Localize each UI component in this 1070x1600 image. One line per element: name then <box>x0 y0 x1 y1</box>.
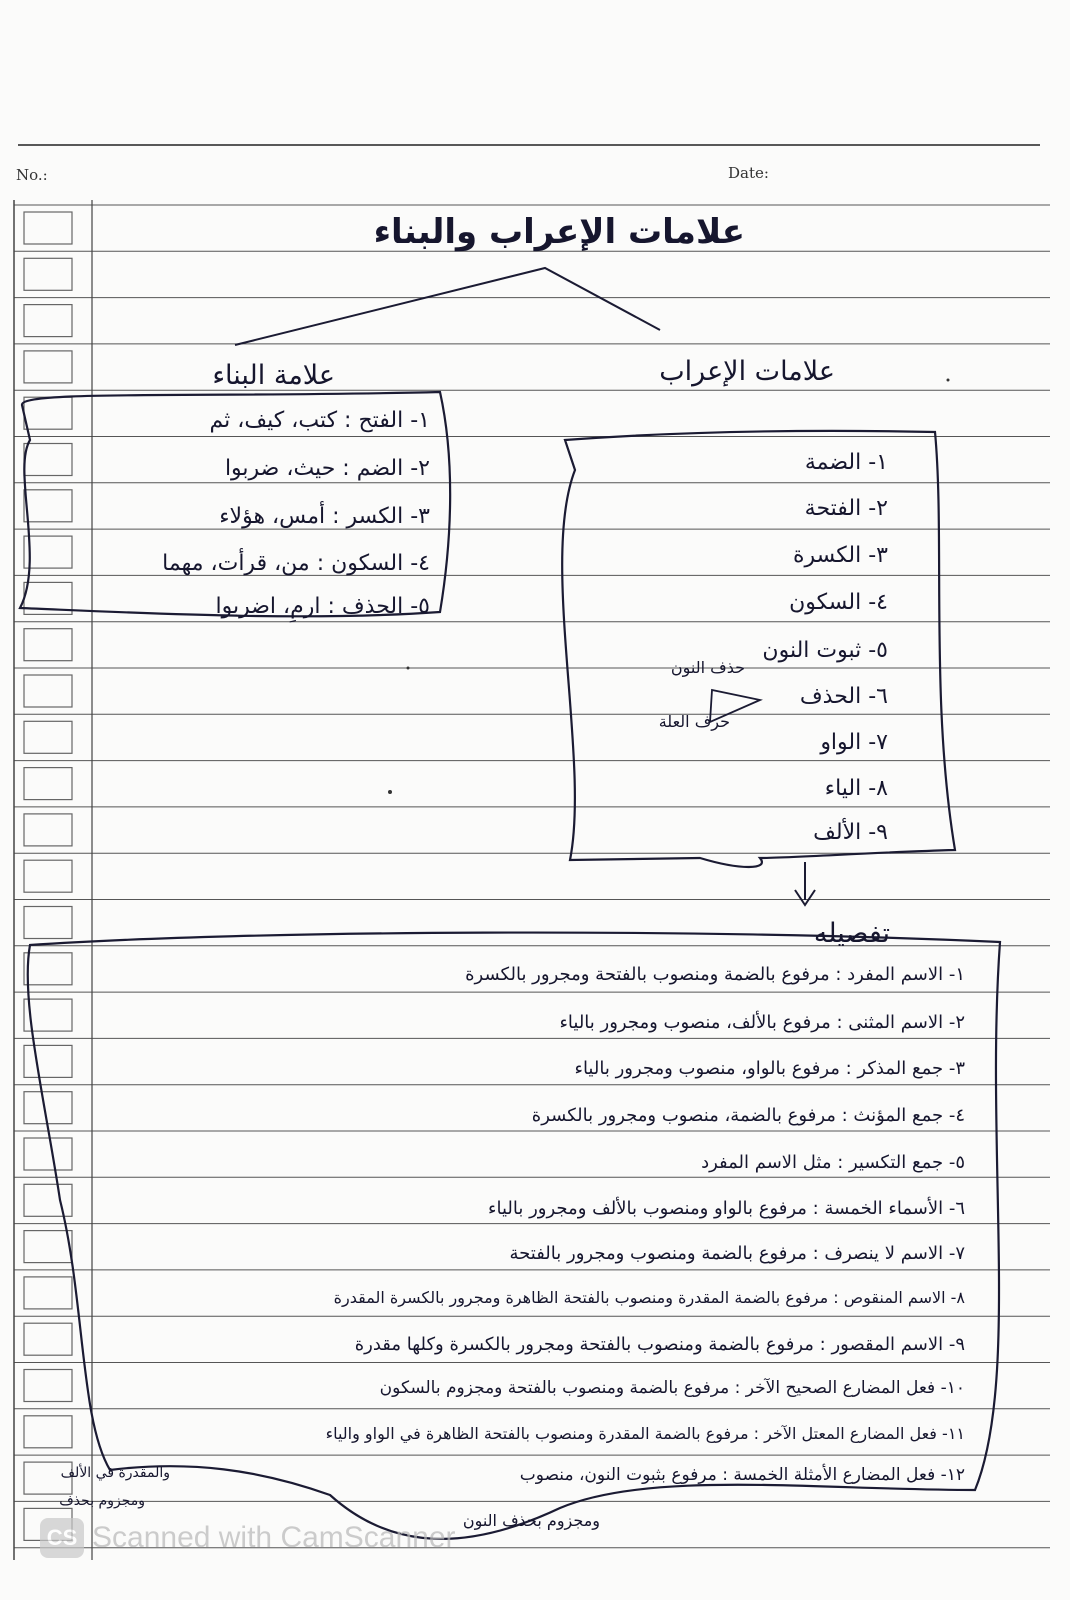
irab-item: ٣- الكسرة <box>792 543 888 568</box>
details-item: ١- الاسم المفرد : مرفوع بالضمة ومنصوب بالفتحة ومجرور بالكسرة <box>465 964 965 985</box>
details-item: ١٠- فعل المضارع الصحيح الآخر : مرفوع بالضمة ومنصوب بالفتحة ومجزوم بالسكون <box>379 1378 965 1398</box>
margin-box <box>24 351 72 383</box>
margin-box <box>24 536 72 568</box>
margin-box <box>24 1277 72 1309</box>
irab-item: ٥- ثبوت النون <box>762 638 888 663</box>
date-label: Date: <box>728 164 769 182</box>
irab-item: ٧- الواو <box>820 730 888 755</box>
details-item: ٢- الاسم المثنى : مرفوع بالألف، منصوب ومجرور بالياء <box>559 1012 965 1033</box>
irab-item: ٩- الألف <box>813 820 888 845</box>
details-item: ١١- فعل المضارع المعتل الآخر : مرفوع بالضمة المقدرة ومنصوب بالفتحة الظاهرة في الواو والياء <box>325 1424 965 1443</box>
details-item: ١٢- فعل المضارع الأمثلة الخمسة : مرفوع بثبوت النون، منصوب <box>519 1465 965 1485</box>
margin-box <box>24 490 72 522</box>
details-heading: تفصيله <box>813 918 890 949</box>
branch-lines <box>235 268 660 345</box>
bina-item: ٣- الكسر : أمس، هؤلاء <box>219 504 430 529</box>
details-item: ٩- الاسم المقصور : مرفوع بالضمة ومنصوب بالفتحة ومجرور بالكسرة وكلها مقدرة <box>354 1334 965 1355</box>
margin-box <box>24 721 72 753</box>
bina-item: ١- الفتح : كتب، كيف، ثم <box>209 408 430 433</box>
margin-box <box>24 629 72 661</box>
page-title: علامات الإعراب والبناء <box>373 212 745 252</box>
details-item: ٦- الأسماء الخمسة : مرفوع بالواو ومنصوب بالألف ومجرور بالياء <box>488 1198 965 1219</box>
bina-heading: علامة البناء <box>212 360 335 391</box>
margin-box <box>24 814 72 846</box>
ink-dot <box>407 667 410 670</box>
margin-box <box>24 1138 72 1170</box>
details-item-12-continuation: ومجزوم بحذف النون <box>462 1511 600 1530</box>
margin-box <box>24 1092 72 1124</box>
details-item: ٧- الاسم لا ينصرف : مرفوع بالضمة ومنصوب ومجرور بالفتحة <box>509 1243 965 1264</box>
irab-item: ٦- الحذف <box>799 684 888 709</box>
margin-box <box>24 1416 72 1448</box>
details-item: ٥- جمع التكسير : مثل الاسم المفرد <box>701 1152 965 1173</box>
irab-outline <box>562 431 955 867</box>
details-item: ٨- الاسم المنقوص : مرفوع بالضمة المقدرة ومنصوب بالفتحة الظاهرة ومجرور بالكسرة المقدرة <box>333 1288 965 1307</box>
irab-item: ١- الضمة <box>804 450 888 475</box>
margin-box <box>24 907 72 939</box>
margin-box <box>24 1045 72 1077</box>
margin-box <box>24 212 72 244</box>
margin-box <box>24 397 72 429</box>
details-item: ٤- جمع المؤنث : مرفوع بالضمة، منصوب ومجرور بالكسرة <box>531 1105 965 1126</box>
bina-item: ٥- الحذف : ارمِ، اضربوا <box>215 594 430 619</box>
details-margin-note: والمقدرة في الألف <box>60 1465 170 1481</box>
margin-box <box>24 1370 72 1402</box>
irab-item: ٤- السكون <box>789 590 888 615</box>
bina-item: ٢- الضم : حيث، ضربوا <box>224 456 430 481</box>
ink-dot <box>947 379 950 382</box>
margin-box <box>24 675 72 707</box>
no-label: No.: <box>16 166 48 184</box>
bina-item: ٤- السكون : من، قرأت، مهما <box>162 551 430 576</box>
hadhf-note-nun: حذف النون <box>670 658 745 677</box>
watermark-text: Scanned with CamScanner <box>92 1521 456 1554</box>
hadhf-note-illa: حرف العلة <box>658 712 730 731</box>
margin-box <box>24 258 72 290</box>
margin-box <box>24 305 72 337</box>
margin-box <box>24 444 72 476</box>
margin-box <box>24 768 72 800</box>
ink-dot <box>388 790 392 794</box>
irab-item: ٢- الفتحة <box>804 496 888 521</box>
irab-heading: علامات الإعراب <box>659 356 835 387</box>
margin-box <box>24 860 72 892</box>
camscanner-watermark <box>40 1518 456 1558</box>
irab-item: ٨- الياء <box>824 776 888 801</box>
margin-box <box>24 1231 72 1263</box>
details-item: ٣- جمع المذكر : مرفوع بالواو، منصوب ومجرور بالياء <box>574 1058 965 1079</box>
margin-box <box>24 1323 72 1355</box>
details-margin-note: ومجزوم بحذف <box>59 1493 145 1509</box>
margin-box <box>24 953 72 985</box>
camscanner-logo-icon: CS <box>40 1518 84 1558</box>
margin-box <box>24 1184 72 1216</box>
